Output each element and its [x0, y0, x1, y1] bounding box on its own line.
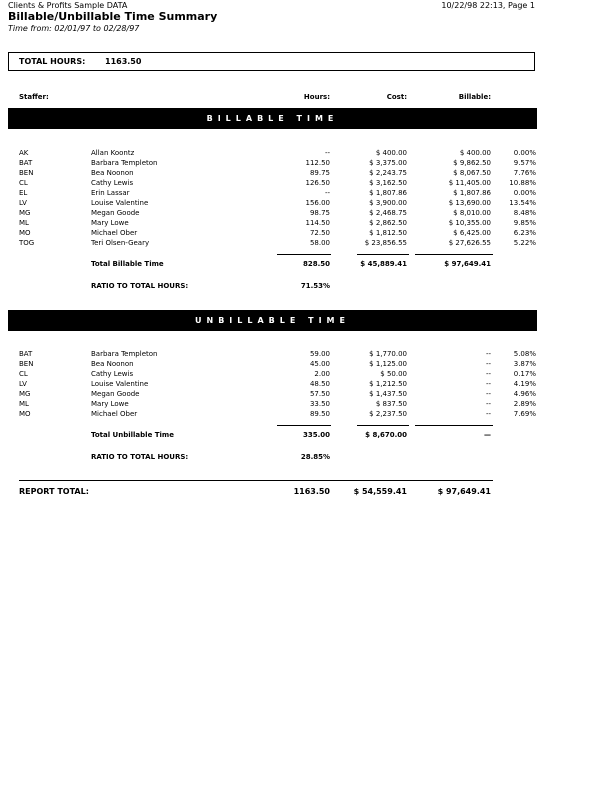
billable-ratio-row — [0, 282, 612, 292]
table-row — [0, 209, 612, 219]
percent-value: 9.57% — [513, 159, 536, 167]
table-row — [0, 239, 612, 249]
hours-value: -- — [324, 149, 330, 157]
table-row — [0, 149, 612, 159]
cost-value: $ 3,162.50 — [369, 179, 407, 187]
hours-value: 98.75 — [309, 209, 330, 217]
table-row — [0, 159, 612, 169]
percent-value: 6.23% — [513, 229, 536, 237]
cost-value: $ 2,862.50 — [369, 219, 407, 227]
billable-value: $ 27,626.55 — [448, 239, 491, 247]
billable-value: -- — [485, 380, 491, 388]
hours-value: -- — [324, 189, 330, 197]
staffer-name: Bea Noonon — [91, 360, 134, 368]
percent-value: 7.76% — [513, 169, 536, 177]
billable-value: -- — [485, 350, 491, 358]
report-total-hours: 1163.50 — [293, 487, 330, 496]
staffer-code: CL — [19, 179, 28, 187]
hours-value: 89.50 — [309, 410, 330, 418]
percent-value: 7.69% — [513, 410, 536, 418]
hours-value: 48.50 — [309, 380, 330, 388]
total-hours-value: 1163.50 — [105, 57, 142, 66]
staffer-code: EL — [19, 189, 28, 197]
unbillable-ratio-value: 28.85% — [300, 453, 330, 461]
percent-value: 0.00% — [513, 189, 536, 197]
percent-value: 5.08% — [513, 350, 536, 358]
hours-value: 89.75 — [309, 169, 330, 177]
billable-total-hours: 828.50 — [302, 260, 330, 268]
percent-value: 4.96% — [513, 390, 536, 398]
billable-ratio-label: RATIO TO TOTAL HOURS: — [91, 282, 189, 290]
cost-value: $ 3,375.00 — [369, 159, 407, 167]
company-name: Clients & Profits Sample DATA — [8, 1, 128, 10]
hours-value: 156.00 — [305, 199, 330, 207]
col-staffer: Staffer: — [19, 93, 49, 101]
percent-value: 0.00% — [513, 149, 536, 157]
cost-value: $ 1,125.00 — [369, 360, 407, 368]
billable-value: $ 8,067.50 — [453, 169, 491, 177]
staffer-code: BAT — [19, 159, 33, 167]
table-row — [0, 380, 612, 390]
staffer-name: Megan Goode — [91, 390, 140, 398]
unbillable-total-label: Total Unbillable Time — [91, 431, 174, 439]
unbillable-total-hours: 335.00 — [302, 431, 330, 439]
staffer-name: Louise Valentine — [91, 380, 149, 388]
cost-value: $ 1,770.00 — [369, 350, 407, 358]
unbillable-total-cost: $ 8,670.00 — [365, 431, 407, 439]
billable-total-cost: $ 45,889.41 — [360, 260, 407, 268]
percent-value: 4.19% — [513, 380, 536, 388]
staffer-code: MG — [19, 390, 31, 398]
total-hours-box — [8, 52, 535, 71]
unbillable-ratio-row — [0, 453, 612, 463]
percent-value: 9.85% — [513, 219, 536, 227]
percent-value: 8.48% — [513, 209, 536, 217]
hours-value: 33.50 — [309, 400, 330, 408]
billable-value: $ 9,862.50 — [453, 159, 491, 167]
hours-value: 59.00 — [309, 350, 330, 358]
percent-value: 3.87% — [513, 360, 536, 368]
table-row — [0, 189, 612, 199]
percent-value: 5.22% — [513, 239, 536, 247]
report-total-label: REPORT TOTAL: — [19, 487, 89, 496]
billable-hours-rule — [277, 254, 331, 255]
print-timestamp: 10/22/98 22:13, Page 1 — [441, 1, 535, 10]
staffer-name: Megan Goode — [91, 209, 140, 217]
unbillable-cost-rule — [357, 425, 409, 426]
billable-value: -- — [485, 410, 491, 418]
hours-value: 45.00 — [309, 360, 330, 368]
staffer-name: Michael Ober — [91, 229, 138, 237]
staffer-code: ML — [19, 219, 29, 227]
table-row — [0, 229, 612, 239]
col-cost: Cost: — [386, 93, 407, 101]
billable-total-label: Total Billable Time — [91, 260, 164, 268]
unbillable-hours-rule — [277, 425, 331, 426]
cost-value: $ 1,807.86 — [369, 189, 407, 197]
cost-value: $ 400.00 — [375, 149, 407, 157]
billable-value: $ 11,405.00 — [448, 179, 491, 187]
staffer-code: CL — [19, 370, 28, 378]
staffer-name: Allan Koontz — [91, 149, 135, 157]
billable-value: $ 6,425.00 — [453, 229, 491, 237]
table-row — [0, 400, 612, 410]
staffer-name: Bea Noonon — [91, 169, 134, 177]
percent-value: 13.54% — [509, 199, 536, 207]
billable-section-header: BILLABLE TIME — [8, 108, 537, 129]
cost-value: $ 50.00 — [380, 370, 407, 378]
hours-value: 72.50 — [309, 229, 330, 237]
billable-value: $ 1,807.86 — [453, 189, 491, 197]
hours-value: 114.50 — [305, 219, 330, 227]
date-range: Time from: 02/01/97 to 02/28/97 — [8, 24, 140, 33]
staffer-code: ML — [19, 400, 29, 408]
table-row — [0, 219, 612, 229]
total-hours-label: TOTAL HOURS: — [19, 57, 86, 66]
table-row — [0, 169, 612, 179]
percent-value: 0.17% — [513, 370, 536, 378]
billable-value: -- — [485, 360, 491, 368]
staffer-name: Erin Lassar — [91, 189, 130, 197]
unbillable-section-header: UNBILLABLE TIME — [8, 310, 537, 331]
hours-value: 126.50 — [305, 179, 330, 187]
table-row — [0, 179, 612, 189]
billable-bill-rule — [415, 254, 493, 255]
table-row — [0, 390, 612, 400]
col-hours: Hours: — [303, 93, 330, 101]
staffer-code: BEN — [19, 360, 34, 368]
billable-value: -- — [485, 370, 491, 378]
staffer-name: Cathy Lewis — [91, 179, 134, 187]
staffer-name: Mary Lowe — [91, 219, 129, 227]
staffer-code: MO — [19, 229, 31, 237]
report-total-cost: $ 54,559.41 — [353, 487, 407, 496]
cost-value: $ 23,856.55 — [364, 239, 407, 247]
staffer-code: BAT — [19, 350, 33, 358]
table-row — [0, 350, 612, 360]
unbillable-bill-rule — [415, 425, 493, 426]
staffer-code: LV — [19, 199, 27, 207]
billable-ratio-value: 71.53% — [300, 282, 330, 290]
cost-value: $ 3,900.00 — [369, 199, 407, 207]
report-title: Billable/Unbillable Time Summary — [8, 10, 218, 23]
cost-value: $ 837.50 — [375, 400, 407, 408]
billable-value: $ 8,010.00 — [453, 209, 491, 217]
hours-value: 58.00 — [309, 239, 330, 247]
billable-value: $ 400.00 — [459, 149, 491, 157]
staffer-name: Michael Ober — [91, 410, 138, 418]
staffer-code: MO — [19, 410, 31, 418]
billable-total-row — [0, 260, 612, 270]
unbillable-total-billable: — — [484, 431, 491, 439]
col-billable: Billable: — [458, 93, 491, 101]
billable-value: -- — [485, 400, 491, 408]
billable-value: $ 10,355.00 — [448, 219, 491, 227]
report-total-billable: $ 97,649.41 — [437, 487, 491, 496]
percent-value: 10.88% — [509, 179, 536, 187]
staffer-name: Teri Olsen-Geary — [91, 239, 150, 247]
staffer-name: Louise Valentine — [91, 199, 149, 207]
cost-value: $ 2,237.50 — [369, 410, 407, 418]
staffer-code: BEN — [19, 169, 34, 177]
report-total-rule — [19, 480, 493, 481]
table-row — [0, 199, 612, 209]
billable-cost-rule — [357, 254, 409, 255]
percent-value: 2.89% — [513, 400, 536, 408]
billable-value: -- — [485, 390, 491, 398]
unbillable-total-row — [0, 431, 612, 441]
hours-value: 2.00 — [314, 370, 330, 378]
staffer-code: MG — [19, 209, 31, 217]
table-row — [0, 360, 612, 370]
billable-total-billable: $ 97,649.41 — [444, 260, 491, 268]
staffer-code: AK — [19, 149, 29, 157]
hours-value: 112.50 — [305, 159, 330, 167]
staffer-name: Cathy Lewis — [91, 370, 134, 378]
cost-value: $ 1,437.50 — [369, 390, 407, 398]
table-row — [0, 410, 612, 420]
hours-value: 57.50 — [309, 390, 330, 398]
report-total-row — [0, 487, 612, 499]
table-row — [0, 370, 612, 380]
staffer-name: Barbara Templeton — [91, 159, 158, 167]
billable-value: $ 13,690.00 — [448, 199, 491, 207]
cost-value: $ 2,243.75 — [369, 169, 407, 177]
staffer-code: TOG — [19, 239, 35, 247]
unbillable-ratio-label: RATIO TO TOTAL HOURS: — [91, 453, 189, 461]
cost-value: $ 1,212.50 — [369, 380, 407, 388]
staffer-name: Barbara Templeton — [91, 350, 158, 358]
cost-value: $ 2,468.75 — [369, 209, 407, 217]
staffer-name: Mary Lowe — [91, 400, 129, 408]
staffer-code: LV — [19, 380, 27, 388]
cost-value: $ 1,812.50 — [369, 229, 407, 237]
